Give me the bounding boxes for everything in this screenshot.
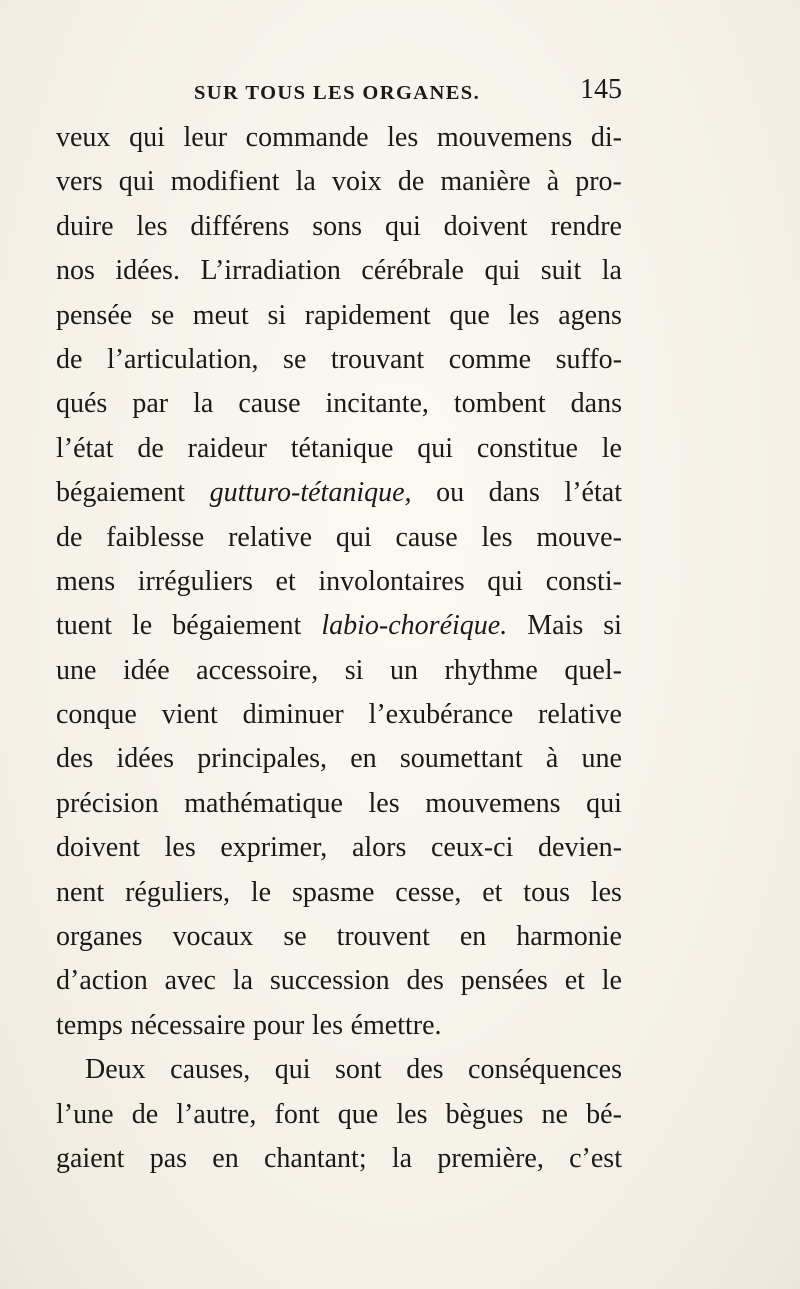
- word: agens: [558, 299, 622, 331]
- word: irréguliers: [137, 565, 253, 597]
- word: dans: [570, 388, 622, 420]
- word: le: [601, 965, 622, 997]
- word: l’état: [564, 477, 622, 509]
- running-title: SUR TOUS LES ORGANES.: [194, 82, 481, 104]
- text-line: [56, 737, 622, 781]
- word: une: [56, 654, 97, 686]
- word: les: [590, 876, 622, 908]
- italic-term: labio-choréique.: [321, 610, 508, 642]
- word: manière: [440, 166, 531, 198]
- word: voix: [331, 166, 382, 198]
- word: précision: [56, 787, 159, 819]
- word: en: [350, 743, 377, 775]
- text-line: [56, 1004, 622, 1048]
- word: constitue: [476, 432, 578, 464]
- word: des: [406, 1054, 444, 1086]
- text-line: [56, 604, 622, 648]
- text-line: [56, 560, 622, 604]
- word: exprimer,: [220, 832, 328, 864]
- text-line: [56, 1048, 622, 1092]
- word: les: [311, 1009, 344, 1041]
- word: modifient: [170, 166, 280, 198]
- word: qui: [586, 787, 622, 819]
- word: doivent: [443, 210, 528, 242]
- word: de: [56, 343, 83, 375]
- word: bégaiement: [172, 610, 302, 642]
- text-line: [56, 1137, 622, 1181]
- word: qui: [118, 166, 155, 198]
- word: bé-: [586, 1098, 622, 1130]
- word: suffo-: [555, 343, 622, 375]
- word: l’état: [56, 432, 114, 464]
- word: le: [601, 432, 622, 464]
- word: pro-: [575, 166, 622, 198]
- word: Deux: [85, 1054, 146, 1086]
- text-line: [56, 427, 622, 471]
- word: les: [164, 832, 196, 864]
- word: d’action: [56, 965, 148, 997]
- word: qui: [274, 1054, 311, 1086]
- text-line: [56, 294, 622, 338]
- text-line: [56, 959, 622, 1003]
- word: diminuer: [242, 699, 344, 731]
- word: et: [275, 565, 296, 597]
- word: tombent: [453, 388, 546, 420]
- text-line: [56, 249, 622, 293]
- word: succession: [269, 965, 390, 997]
- word: idées: [116, 743, 175, 775]
- word: principales,: [197, 743, 328, 775]
- word: se: [150, 299, 175, 331]
- word: le: [132, 610, 153, 642]
- word: si: [603, 610, 622, 642]
- word: les: [368, 787, 400, 819]
- word: pour: [253, 1009, 305, 1041]
- word: à: [545, 743, 559, 775]
- word: en: [212, 1142, 239, 1174]
- word: les: [136, 210, 168, 242]
- word: les: [387, 122, 419, 153]
- word: suit: [540, 255, 582, 287]
- word: et: [564, 965, 585, 997]
- word: nos: [56, 255, 95, 287]
- word: ne: [541, 1098, 568, 1130]
- word: l’une: [56, 1098, 114, 1130]
- text-line: [56, 338, 622, 382]
- word: conque: [56, 699, 137, 731]
- word: involontaires: [318, 565, 465, 597]
- word: de: [56, 521, 83, 553]
- word: relative: [538, 699, 622, 731]
- word: leur: [183, 122, 228, 153]
- word: devien-: [538, 832, 622, 864]
- word: causes,: [170, 1054, 251, 1086]
- text-line: [56, 471, 622, 515]
- word: se: [283, 343, 307, 375]
- text-line: [56, 382, 622, 426]
- word: rhythme: [444, 654, 538, 686]
- text-line: [56, 516, 622, 560]
- word: et: [482, 876, 503, 908]
- text-line: [56, 915, 622, 959]
- text-line: [56, 782, 622, 826]
- word: l’exubérance: [368, 699, 514, 731]
- word: par: [132, 388, 169, 420]
- word: le: [250, 876, 272, 908]
- word: dans: [488, 477, 540, 509]
- word: vers: [56, 166, 103, 198]
- text-line: [56, 649, 622, 693]
- word: duire: [56, 210, 114, 242]
- word: qui: [335, 521, 372, 553]
- word: rapidement: [304, 299, 431, 331]
- word: nécessaire: [130, 1009, 246, 1041]
- word: que: [337, 1098, 379, 1130]
- page-number: 145: [580, 74, 622, 105]
- word: nent: [56, 876, 105, 908]
- word: qués: [56, 388, 108, 420]
- word: mouve-: [536, 521, 622, 553]
- word: la: [232, 965, 254, 997]
- word: qui: [484, 255, 521, 287]
- word: cause: [238, 388, 301, 420]
- word: Mais: [527, 610, 584, 642]
- word: pas: [149, 1142, 188, 1174]
- word: en: [459, 921, 487, 953]
- word: incitante,: [325, 388, 429, 420]
- word: veux: [56, 122, 111, 153]
- word: conséquences: [468, 1054, 622, 1086]
- word: faiblesse: [106, 521, 205, 553]
- word: différens: [190, 210, 290, 242]
- word: émettre.: [350, 1009, 442, 1041]
- word: gaient: [56, 1142, 125, 1174]
- word: de: [131, 1098, 159, 1130]
- word: de: [137, 432, 164, 464]
- word: avec: [164, 965, 216, 997]
- text-line: [56, 693, 622, 737]
- word: un: [390, 654, 418, 686]
- word: spasme: [291, 876, 375, 908]
- running-head: [56, 74, 622, 110]
- word: c’est: [569, 1142, 622, 1174]
- word: des: [56, 743, 94, 775]
- word: font: [274, 1098, 320, 1130]
- word: qui: [417, 432, 453, 464]
- word: meut: [192, 299, 249, 331]
- word: rendre: [550, 210, 622, 242]
- body-text: [56, 116, 622, 1181]
- word: trouvant: [330, 343, 425, 375]
- word: la: [391, 1142, 413, 1174]
- word: bègues: [445, 1098, 524, 1130]
- text-line: [56, 871, 622, 915]
- word: des: [406, 965, 444, 997]
- word: pensée: [56, 299, 133, 331]
- word: idées.: [115, 255, 180, 287]
- word: tuent: [56, 610, 112, 642]
- word: soumettant: [399, 743, 523, 775]
- word: di-: [590, 122, 622, 153]
- word: idée: [122, 654, 170, 686]
- word: les: [481, 521, 513, 553]
- word: les: [396, 1098, 428, 1130]
- word: temps: [56, 1009, 123, 1041]
- word: les: [508, 299, 540, 331]
- word: trouvent: [336, 921, 430, 953]
- word: pensées: [460, 965, 548, 997]
- word: la: [601, 255, 622, 287]
- word: mens: [56, 565, 116, 597]
- text-line: [56, 1093, 622, 1137]
- word: sont: [335, 1054, 382, 1086]
- word: commande: [245, 122, 369, 153]
- word: relative: [228, 521, 313, 553]
- word: l’autre,: [176, 1098, 257, 1130]
- word: une: [581, 743, 622, 775]
- word: cesse,: [395, 876, 462, 908]
- word: comme: [448, 343, 532, 375]
- word: réguliers,: [125, 876, 231, 908]
- word: se: [283, 921, 307, 953]
- word: chantant;: [263, 1142, 367, 1174]
- word: la: [193, 388, 214, 420]
- word: que: [449, 299, 490, 331]
- word: si: [344, 654, 364, 686]
- word: accessoire,: [196, 654, 319, 686]
- word: organes: [56, 921, 143, 953]
- italic-term: gutturo-tétanique,: [209, 477, 412, 509]
- word: bégaiement: [56, 477, 186, 509]
- word: tous: [523, 876, 570, 908]
- word: qui: [129, 122, 165, 153]
- word: tétanique: [290, 432, 394, 464]
- word: quel-: [564, 654, 622, 686]
- word: ceux-ci: [431, 832, 514, 864]
- word: vient: [161, 699, 218, 731]
- word: la: [295, 166, 316, 198]
- word: qui: [384, 210, 421, 242]
- word: doivent: [56, 832, 140, 864]
- word: l’articulation,: [106, 343, 259, 375]
- word: cause: [395, 521, 458, 553]
- word: mouvemens: [436, 122, 573, 153]
- word: consti-: [545, 565, 622, 597]
- word: ou: [436, 477, 465, 509]
- word: L’irradiation: [200, 255, 341, 287]
- word: première,: [437, 1142, 544, 1174]
- word: mouvemens: [425, 787, 561, 819]
- word: à: [546, 166, 560, 198]
- word: si: [267, 299, 287, 331]
- text-line: [56, 160, 622, 204]
- text-line: [56, 205, 622, 249]
- text-line: [56, 116, 622, 160]
- word: qui: [487, 565, 524, 597]
- word: de: [397, 166, 425, 198]
- text-line: [56, 826, 622, 870]
- word: raideur: [187, 432, 267, 464]
- word: vocaux: [172, 921, 254, 953]
- word: harmonie: [516, 921, 622, 953]
- word: cérébrale: [361, 255, 464, 287]
- word: mathématique: [184, 787, 343, 819]
- word: alors: [351, 832, 407, 864]
- word: sons: [312, 210, 363, 242]
